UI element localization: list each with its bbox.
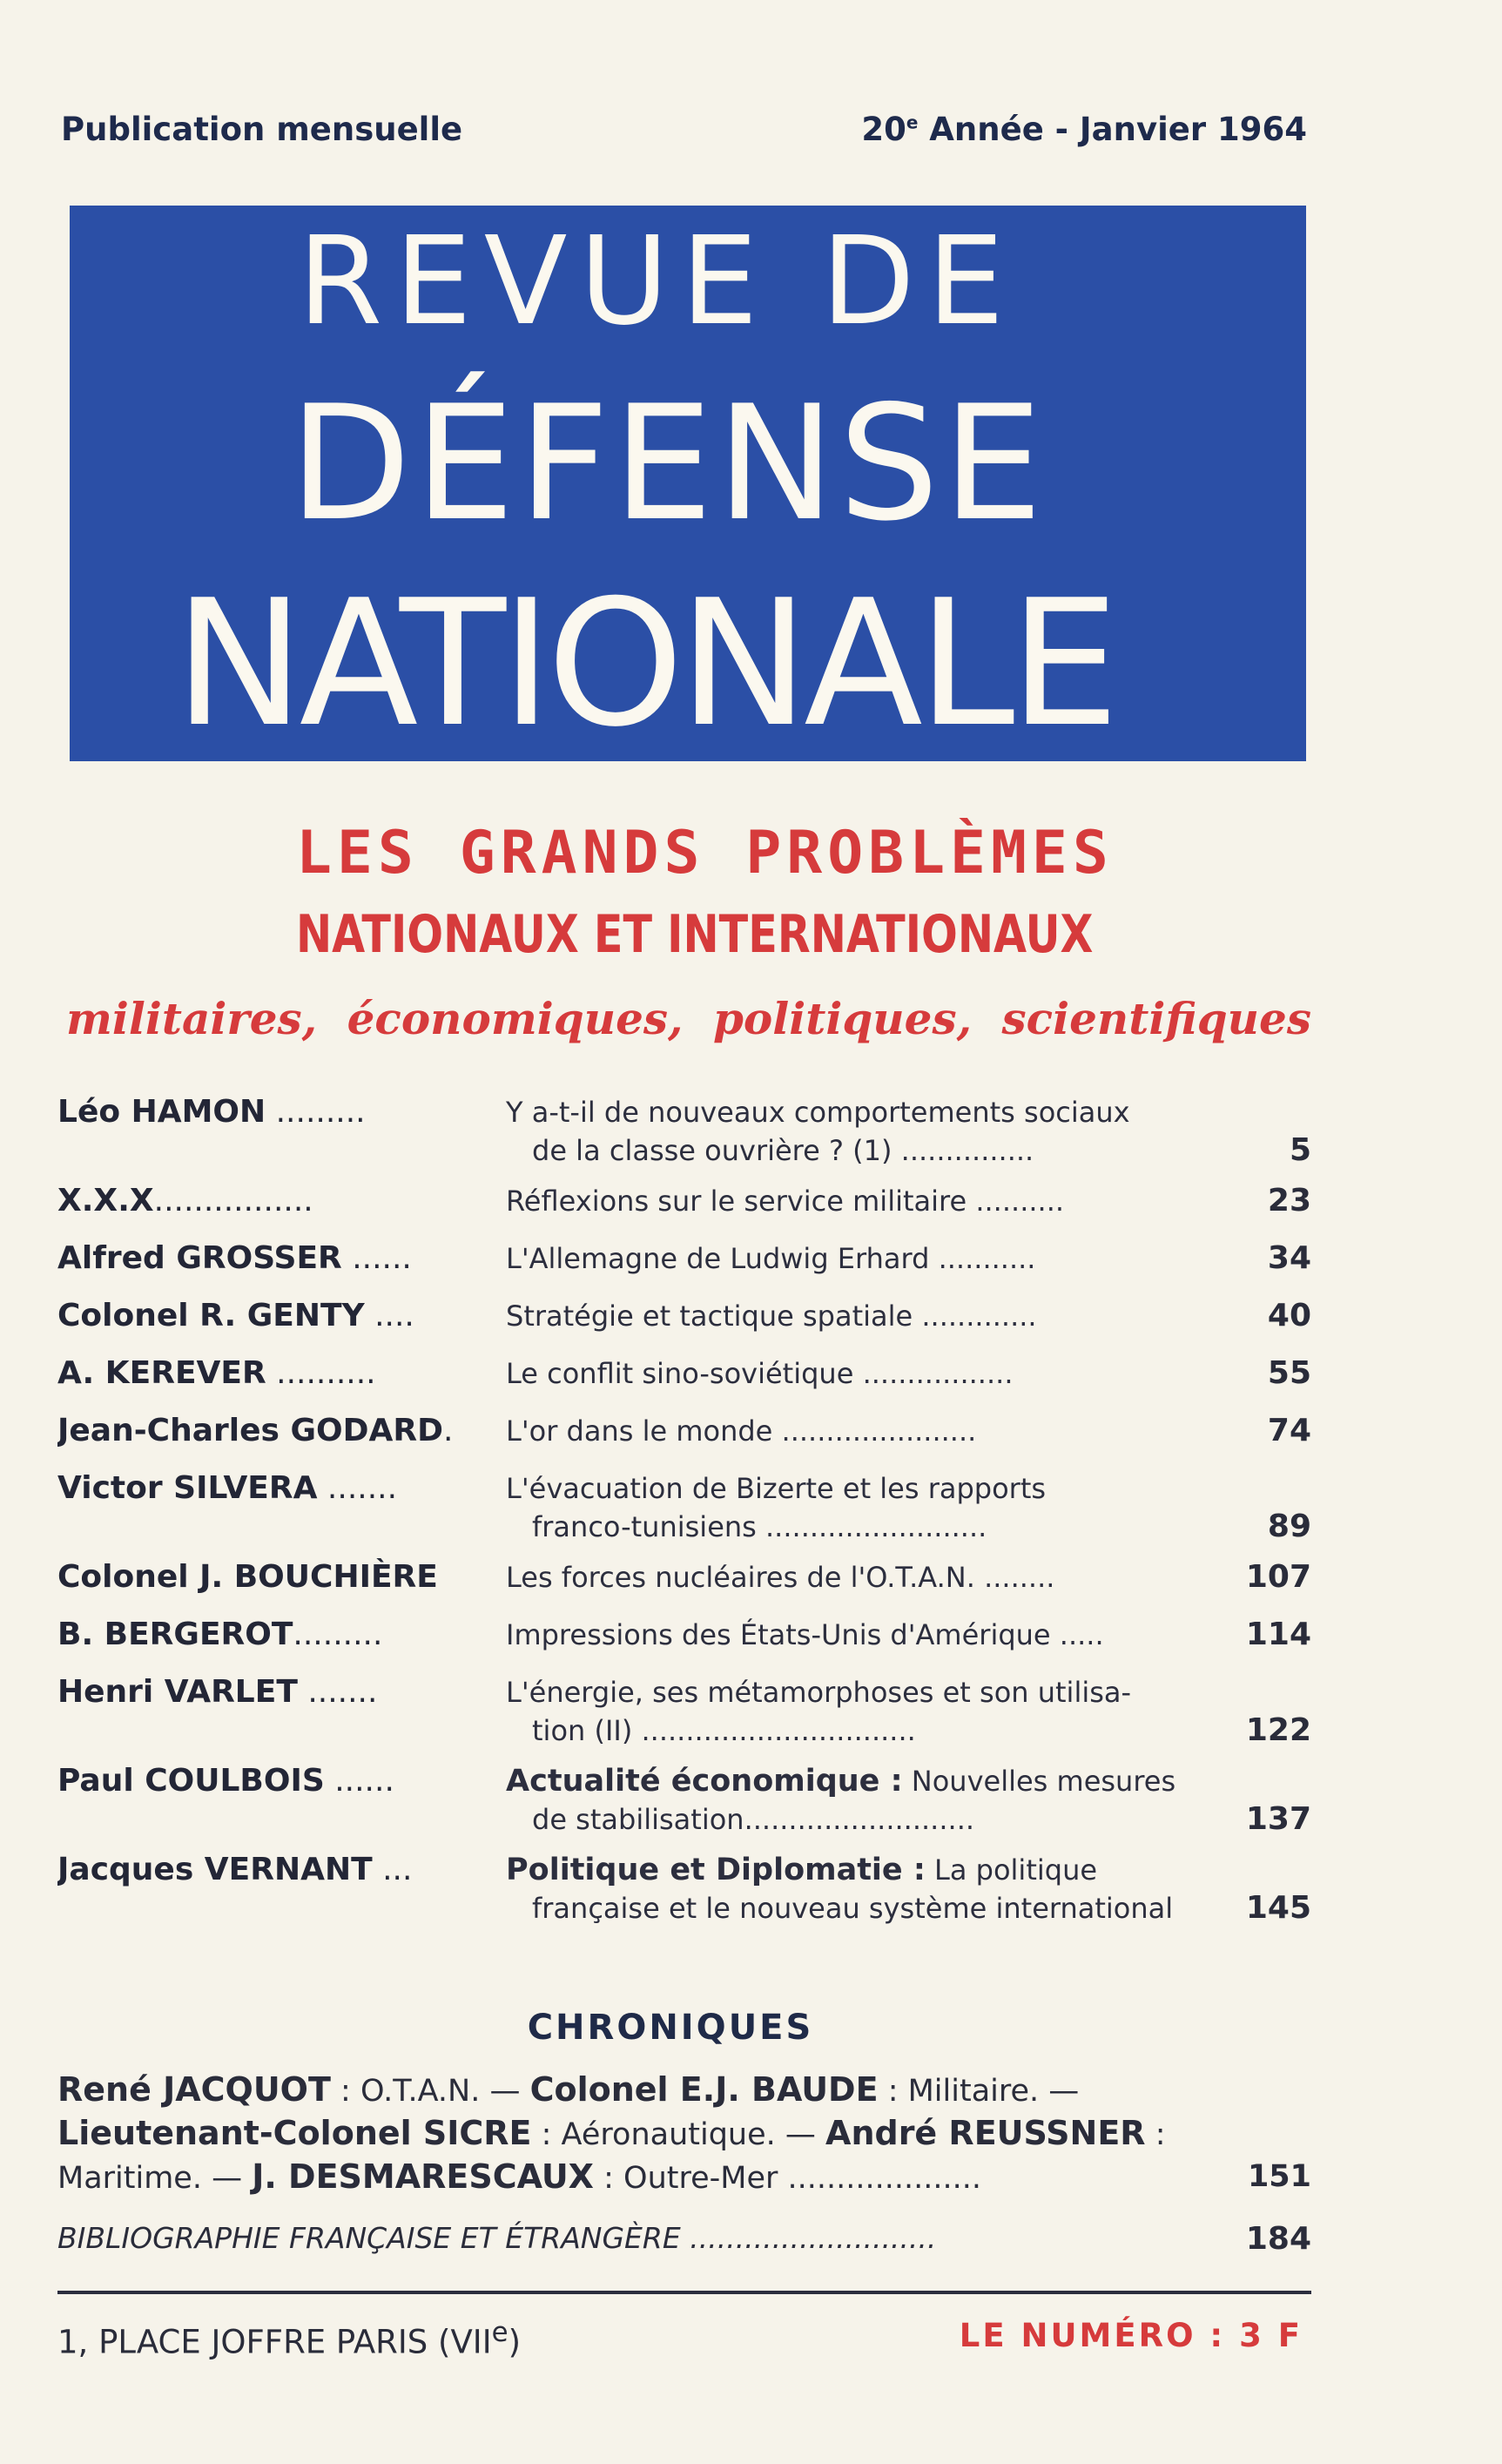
issue-price: LE NUMÉRO : 3 F	[959, 2317, 1303, 2354]
toc-entry	[57, 1616, 1311, 1654]
footer	[57, 2317, 1311, 2360]
toc-entry	[57, 1412, 1311, 1450]
table-of-contents	[57, 1093, 1311, 1940]
toc-entry	[57, 1762, 1311, 1839]
toc-page-number: 114	[1245, 1617, 1311, 1652]
chron-author: Colonel E.J. BAUDE	[529, 2070, 879, 2109]
toc-article-title: L'évacuation de Bizerte et les rapports franco-tunisiens .........................	[506, 1472, 1047, 1543]
toc-author: Léo HAMON .........	[57, 1094, 366, 1130]
toc-article-title: Politique et Diplomatie : La politique française et le nouveau système international	[506, 1853, 1174, 1925]
toc-article-title: Stratégie et tactique spatiale .............	[506, 1300, 1037, 1333]
toc-entry	[57, 1558, 1311, 1597]
toc-page-number: 89	[1267, 1509, 1311, 1544]
toc-page-number: 122	[1245, 1712, 1311, 1748]
bibliographie-page: 184	[1245, 2221, 1311, 2257]
masthead-line-2: DÉFENSE	[289, 371, 1047, 556]
toc-article-title: L'énergie, ses métamorphoses et son utilisa- tion (II) ...............................	[506, 1676, 1132, 1747]
footer-divider	[57, 2291, 1311, 2294]
toc-article-title: Le conflit sino-soviétique .................	[506, 1357, 1014, 1390]
toc-article-title: Y a-t-il de nouveaux comportements sociaux de la classe ouvrière ? (1) ...............	[506, 1096, 1130, 1167]
publisher-address: 1, PLACE JOFFRE PARIS (VIIe)	[57, 2317, 522, 2361]
header-bar	[61, 103, 1307, 155]
toc-entry	[57, 1239, 1311, 1278]
chroniques-list: René JACQUOT : O.T.A.N. — Colonel E.J. BAUDE : Militaire. — Lieutenant-Colonel SICRE : Aéronautique. — André REUSSNER : Maritime. — J. DESMARESCAUX : Outre-Mer .................... 151	[57, 2070, 1311, 2196]
toc-page-number: 145	[1245, 1890, 1311, 1926]
toc-page-number: 34	[1267, 1240, 1311, 1276]
masthead-line-1: REVUE DE	[298, 211, 1017, 353]
tagline-line-1: LES GRANDS PROBLÈMES	[296, 819, 1114, 888]
chroniques-page: 151	[1247, 2159, 1311, 2194]
toc-entry	[57, 1469, 1311, 1546]
chron-author: André REUSSNER	[825, 2114, 1146, 2152]
toc-author: B. BERGEROT.........	[57, 1617, 383, 1652]
edition-info: 20e Année - Janvier 1964	[861, 110, 1307, 148]
toc-entry	[57, 1297, 1311, 1335]
toc-author: X.X.X................	[57, 1183, 313, 1218]
chroniques-heading: CHRONIQUES	[527, 2008, 814, 2048]
toc-author: Victor SILVERA .......	[57, 1470, 398, 1506]
publication-frequency: Publication mensuelle	[61, 110, 463, 148]
toc-page-number: 55	[1267, 1355, 1311, 1391]
masthead-banner	[70, 206, 1306, 766]
toc-article-title: Actualité économique : Nouvelles mesures de stabilisation..........................	[506, 1764, 1176, 1836]
toc-article-title: L'or dans le monde ......................	[506, 1414, 977, 1448]
toc-page-number: 23	[1267, 1183, 1311, 1218]
toc-article-title: Réflexions sur le service militaire ..........	[506, 1185, 1065, 1218]
subject-scientific: scientifiques	[1001, 993, 1311, 1044]
chron-author: René JACQUOT	[57, 2070, 331, 2109]
toc-page-number: 74	[1267, 1413, 1311, 1448]
masthead-line-3: NATIONALE	[174, 563, 1115, 766]
subject-political: politiques,	[712, 993, 973, 1044]
subject-economic: économiques,	[347, 993, 684, 1044]
toc-article-title: Les forces nucléaires de l'O.T.A.N. ........	[506, 1561, 1055, 1594]
toc-page-number: 107	[1245, 1559, 1311, 1595]
bibliographie-label: BIBLIOGRAPHIE FRANÇAISE ET ÉTRANGÈRE ...........................	[57, 2221, 937, 2255]
toc-author: Jean-Charles GODARD.	[57, 1413, 454, 1448]
toc-page-number: 40	[1267, 1298, 1311, 1333]
tagline-subjects	[66, 993, 1311, 1044]
toc-author: Colonel J. BOUCHIÈRE	[57, 1559, 438, 1595]
toc-author: Jacques VERNANT ...	[57, 1852, 413, 1887]
toc-entry	[57, 1673, 1311, 1750]
toc-entry	[57, 1354, 1311, 1393]
toc-article-title: L'Allemagne de Ludwig Erhard ...........	[506, 1242, 1036, 1275]
subject-military: militaires,	[66, 993, 318, 1044]
chron-author: Lieutenant-Colonel SICRE	[57, 2114, 532, 2152]
toc-author: A. KEREVER ..........	[57, 1355, 376, 1391]
toc-page-number: 5	[1289, 1132, 1311, 1168]
toc-author: Colonel R. GENTY ....	[57, 1298, 414, 1333]
chron-author: J. DESMARESCAUX	[252, 2157, 594, 2196]
toc-author: Henri VARLET .......	[57, 1674, 378, 1710]
toc-author: Paul COULBOIS ......	[57, 1763, 394, 1799]
toc-entry	[57, 1093, 1311, 1170]
bibliographie-entry	[57, 2221, 1311, 2257]
toc-article-title: Impressions des États-Unis d'Amérique .....	[506, 1618, 1104, 1651]
toc-entry	[57, 1182, 1311, 1220]
toc-entry	[57, 1851, 1311, 1927]
toc-author: Alfred GROSSER ......	[57, 1240, 412, 1276]
toc-page-number: 137	[1245, 1801, 1311, 1837]
tagline-line-2: NATIONAUX ET INTERNATIONAUX	[296, 904, 1094, 965]
